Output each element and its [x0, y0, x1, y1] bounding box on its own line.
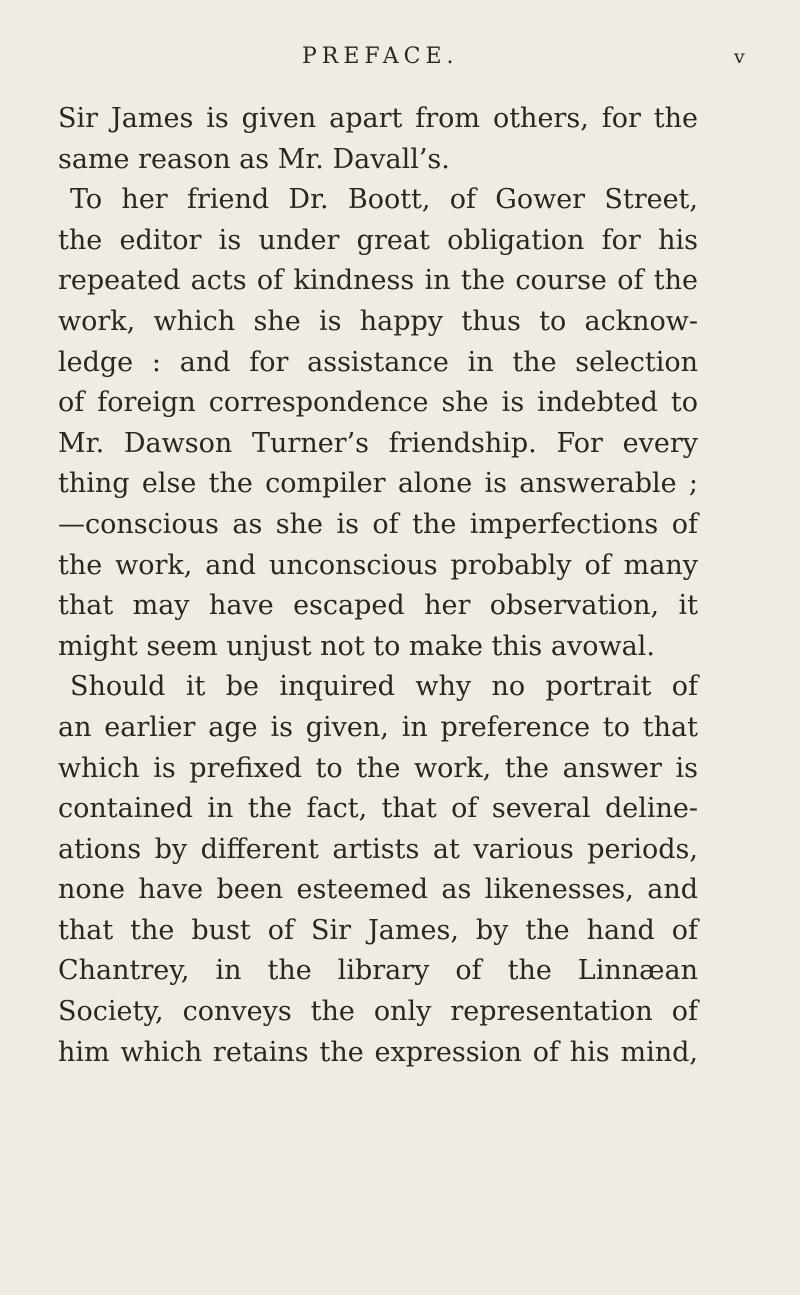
text-line: of foreign correspondence she is indebted to	[58, 387, 698, 419]
text-line: Should it be inquired why no portrait of	[70, 671, 698, 703]
text-line: might seem unjust not to make this avowal.	[58, 630, 655, 662]
text-line: Sir James is given apart from others, for the	[58, 103, 698, 134]
text-line: To her friend Dr. Boott, of Gower Street,	[70, 184, 698, 216]
text-line: an earlier age is given, in preference to that	[58, 711, 698, 743]
text-line: thing else the compiler alone is answerable ;	[58, 468, 698, 500]
text-line: ations by different artists at various periods,	[58, 833, 698, 865]
body-text	[58, 99, 698, 1073]
text-line: which is prefixed to the work, the answer is	[58, 752, 698, 784]
text-line: that may have escaped her observation, it	[58, 590, 698, 622]
text-line: none have been esteemed as likenesses, and	[58, 874, 698, 906]
text-line: him which retains the expression of his mind,	[58, 1036, 698, 1068]
text-line: Chantrey, in the library of the Linnæan	[58, 955, 698, 987]
text-line: Mr. Dawson Turner’s friendship. For every	[58, 427, 698, 459]
text-line: Society, conveys the only representation of	[58, 996, 698, 1028]
text-line: contained in the fact, that of several deline-	[58, 793, 698, 825]
running-title: PREFACE.	[302, 44, 459, 69]
text-line: same reason as Mr. Davall’s.	[58, 143, 450, 175]
text-line: ledge : and for assistance in the selection	[58, 346, 698, 378]
text-line: work, which she is happy thus to acknow-	[58, 305, 698, 337]
text-line: the editor is under great obligation for his	[58, 224, 698, 256]
text-line: that the bust of Sir James, by the hand of	[58, 914, 698, 946]
text-line: repeated acts of kindness in the course of the	[58, 265, 698, 297]
running-head	[0, 42, 800, 72]
page-number: v	[734, 46, 745, 68]
text-line: —conscious as she is of the imperfections of	[58, 508, 698, 540]
text-line: the work, and unconscious probably of many	[58, 549, 698, 581]
